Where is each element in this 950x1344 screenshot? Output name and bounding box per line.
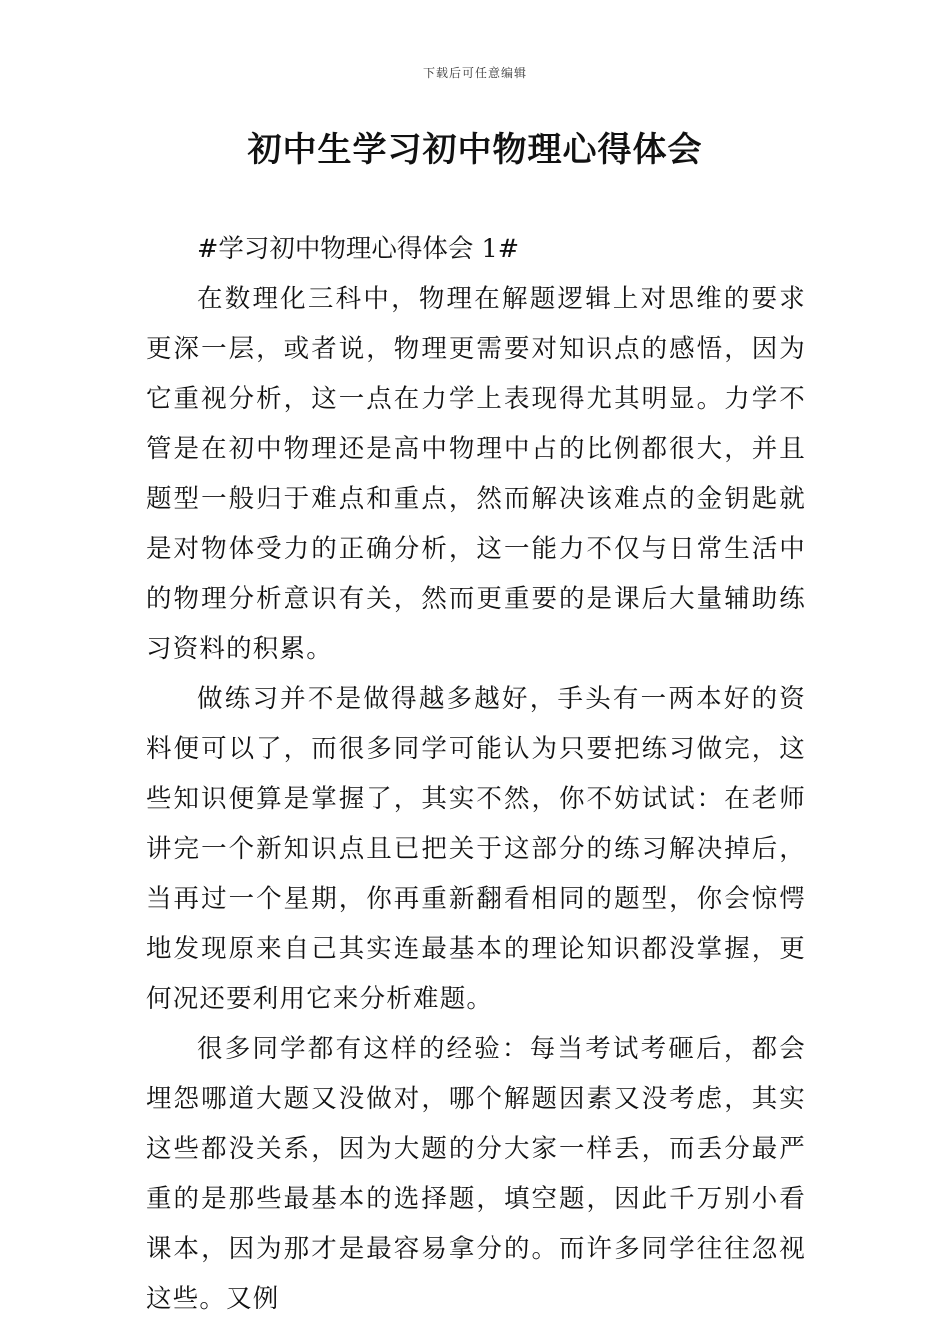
document-title: 初中生学习初中物理心得体会 [247,130,703,170]
document-body [146,224,806,1324]
header-note: 下载后可任意编辑 [422,66,527,80]
paragraph-2: 做练习并不是做得越多越好，手头有一两本好的资料便可以了，而很多同学可能认为只要把练习做完，这些知识便算是掌握了，其实不然，你不妨试试：在老师讲完一个新知识点且已把关于这部分的练习解决掉后，当再过一个星期，你再重新翻看相同的题型，你会惊愕地发现原来自己其实连最基本的理论知识都没掌握，更何况还要利用它来分析难题。 [146,684,806,1014]
section-heading: #学习初中物理心得体会 1# [197,234,520,264]
paragraph-3: 很多同学都有这样的经验：每当考试考砸后，都会埋怨哪道大题又没做对，哪个解题因素又没考虑，其实这些都没关系，因为大题的分大家一样丢，而丢分最严重的是那些最基本的选择题，填空题，因此千万别小看课本，因为那才是最容易拿分的。而许多同学往往忽视这些。又例 [146,1034,806,1314]
paragraph-1: 在数理化三科中，物理在解题逻辑上对思维的要求更深一层，或者说，物理更需要对知识点的感悟，因为它重视分析，这一点在力学上表现得尤其明显。力学不管是在初中物理还是高中物理中占的比例都很大，并且题型一般归于难点和重点，然而解决该难点的金钥匙就是对物体受力的正确分析，这一能力不仅与日常生活中的物理分析意识有关，然而更重要的是课后大量辅助练习资料的积累。 [146,284,806,664]
